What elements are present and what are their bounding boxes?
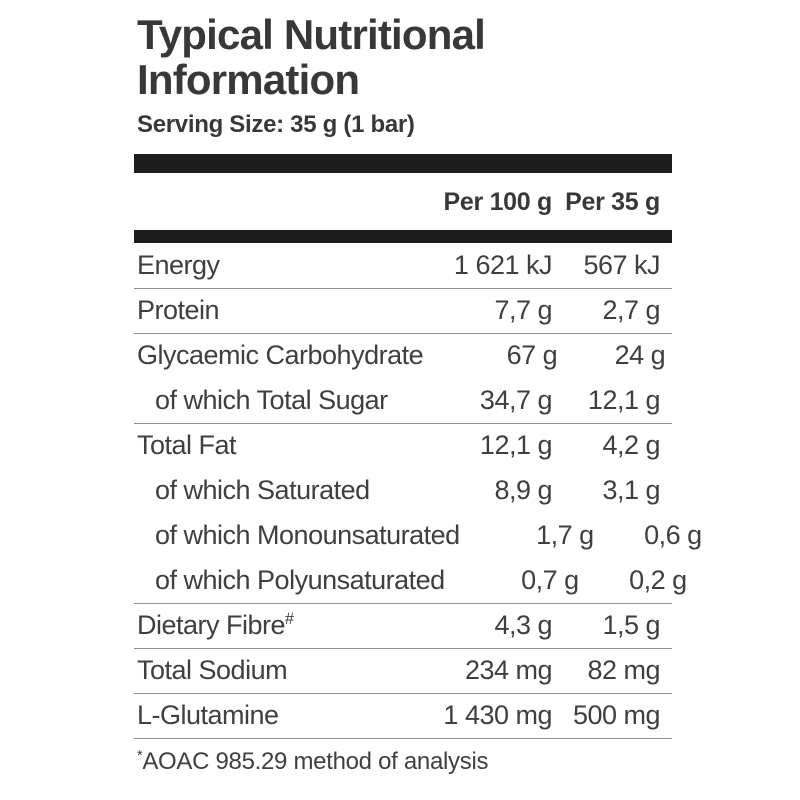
- table-top-bar: [134, 154, 672, 173]
- row-value-per-35g: 12,1 g: [587, 384, 660, 415]
- row-value-per-100g: 0,7 g: [521, 564, 579, 595]
- row-value-per-100g: 67 g: [506, 340, 558, 371]
- serving-size: Serving Size: 35 g (1 bar): [137, 110, 415, 138]
- row-value-per-100g: 7,7 g: [494, 295, 552, 326]
- nutrition-table: [134, 154, 702, 739]
- label-superscript: #: [285, 610, 294, 629]
- row-value-per-100g: 4,3 g: [494, 610, 552, 641]
- footnote-text: AOAC 985.29 method of analysis: [142, 747, 489, 775]
- row-label: Glycaemic Carbohydrate: [137, 340, 424, 371]
- label-content: [134, 11, 702, 776]
- row-value-per-35g: 500 mg: [572, 700, 660, 731]
- row-label: Energy: [137, 249, 220, 280]
- table-bottom-rule: [134, 738, 672, 739]
- row-label: L-Glutamine: [137, 700, 279, 731]
- header-spacer: [137, 188, 418, 217]
- table-row: [134, 558, 687, 603]
- row-value-per-35g: 2,7 g: [602, 295, 660, 326]
- table-row: [134, 513, 702, 558]
- row-value-per-35g: 3,1 g: [602, 474, 660, 505]
- table-row: [134, 693, 672, 738]
- row-value-per-100g: 12,1 g: [479, 430, 552, 461]
- row-label: Total Sodium: [137, 655, 288, 686]
- row-value-per-100g: 1,7 g: [536, 519, 594, 550]
- table-body: [134, 243, 702, 738]
- footnote-symbol: *: [137, 747, 143, 764]
- row-label: of which Polyunsaturated: [155, 564, 445, 595]
- row-value-per-100g: 1 430 mg: [443, 700, 552, 731]
- row-label: of which Total Sugar: [155, 384, 388, 415]
- table-row: [134, 288, 672, 333]
- table-row: [134, 378, 672, 423]
- row-label: Total Fat: [137, 430, 237, 461]
- row-value-per-35g: 24 g: [614, 340, 666, 371]
- table-row: [134, 243, 672, 288]
- row-label: Dietary Fibre#: [137, 610, 294, 641]
- row-value-per-35g: 4,2 g: [602, 430, 660, 461]
- row-label: of which Saturated: [155, 474, 370, 505]
- page-title: Typical Nutritional Information: [137, 11, 486, 104]
- column-header-per-35g: Per 35 g: [565, 187, 660, 216]
- row-value-per-35g: 1,5 g: [602, 610, 660, 641]
- row-value-per-100g: 34,7 g: [479, 384, 552, 415]
- row-value-per-100g: 1 621 kJ: [453, 249, 552, 280]
- row-value-per-35g: 0,6 g: [644, 519, 702, 550]
- row-value-per-35g: 0,2 g: [629, 564, 687, 595]
- table-header-bar: [134, 230, 672, 243]
- table-row: [134, 423, 672, 468]
- table-row: [134, 603, 672, 648]
- table-row: [134, 468, 672, 513]
- footnote: [137, 748, 672, 776]
- row-value-per-100g: 8,9 g: [494, 474, 552, 505]
- row-label: Protein: [137, 295, 220, 326]
- table-row: [134, 333, 672, 378]
- table-header-row: [134, 173, 672, 230]
- row-label: of which Monounsaturated: [155, 519, 460, 550]
- table-row: [134, 648, 672, 693]
- column-header-per-100g: Per 100 g: [443, 187, 552, 216]
- row-value-per-35g: 567 kJ: [583, 249, 660, 280]
- row-value-per-100g: 234 mg: [464, 655, 552, 686]
- row-value-per-35g: 82 mg: [587, 655, 660, 686]
